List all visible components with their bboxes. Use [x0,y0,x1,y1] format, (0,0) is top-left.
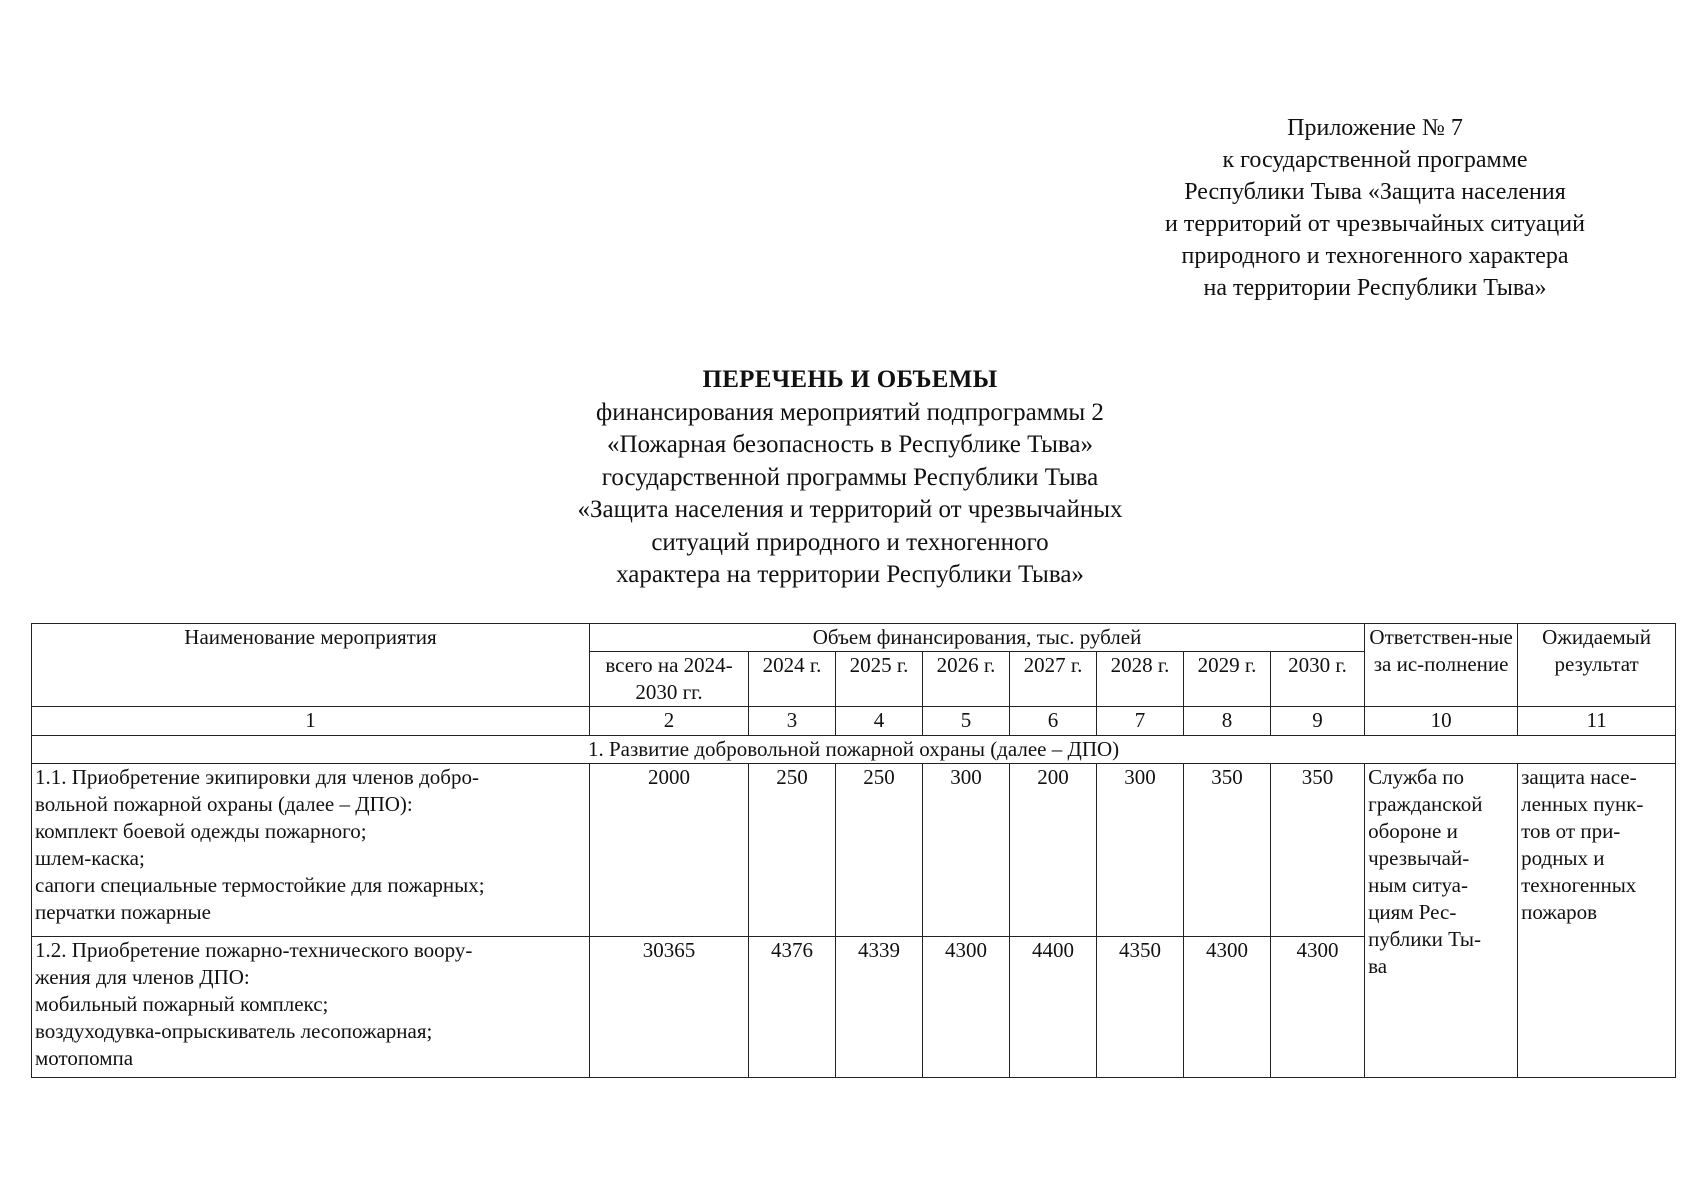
activity-name-line: жения для членов ДПО: [35,965,250,989]
responsible-line: циям Рес- [1368,900,1457,924]
year-value: 300 [1097,764,1184,937]
title-line: «Защита населения и территорий от чрезвычайных [577,496,1123,523]
header-year: 2024 г. [749,652,836,707]
activity-name-line: перчатки пожарные [35,900,211,924]
activity-name-line: 1.2. Приобретение пожарно-технического воору- [35,938,473,962]
result-line: ленных пунк- [1521,792,1644,816]
column-index: 8 [1184,707,1271,736]
header-row [32,624,1676,652]
year-value: 350 [1271,764,1365,937]
header-year: 2030 г. [1271,652,1365,707]
year-value: 4350 [1097,937,1184,1078]
activity-name-line: вольной пожарной охраны (далее – ДПО): [35,792,413,816]
title-line: финансирования мероприятий подпрограммы 2 [596,398,1104,426]
activity-name-line: комплект боевой одежды пожарного; [35,819,367,843]
activity-name-line: шлем-каска; [35,846,145,870]
header-year: 2025 г. [836,652,923,707]
column-index: 3 [749,707,836,736]
title-line: «Пожарная безопасность в Республике Тыва» [607,431,1093,458]
responsible-line: Служба по [1368,765,1465,789]
year-value: 4376 [749,937,836,1078]
activity-name-line: мотопомпа [35,1046,134,1070]
header-funding: Объем финансирования, тыс. рублей [590,624,1365,652]
activity-name-line: сапоги специальные термостойкие для пожарных; [35,873,485,897]
title-line: государственной программы Республики Тыва [601,463,1099,491]
year-value: 4300 [923,937,1010,1078]
appendix-line: и территорий от чрезвычайных ситуаций [1165,211,1585,237]
responsible-line: ным ситуа- [1368,873,1468,897]
activity-name [32,937,590,1078]
activity-name [32,764,590,937]
responsible-line: гражданской [1368,792,1483,816]
column-index: 9 [1271,707,1365,736]
activity-name-line: воздуходувка-опрыскиватель лесопожарная; [35,1019,433,1043]
section-title: 1. Развитие добровольной пожарной охраны (далее – ДПО) [32,736,1676,764]
header-year: 2026 г. [923,652,1010,707]
column-index: 2 [590,707,749,736]
year-value: 4300 [1271,937,1365,1078]
responsible-line: публики Ты- [1368,927,1482,951]
column-index: 6 [1010,707,1097,736]
result-line: тов от при- [1521,819,1621,843]
column-index: 1 [32,707,590,736]
column-index-row [32,707,1676,736]
title-heading: ПЕРЕЧЕНЬ И ОБЪЕМЫ [702,366,998,393]
column-index: 11 [1518,707,1676,736]
activity-name-line: мобильный пожарный комплекс; [35,992,329,1016]
title-line: ситуаций природного и техногенного [651,528,1049,556]
header-year: 2027 г. [1010,652,1097,707]
year-value: 4300 [1184,937,1271,1078]
header-result: Ожидаемый результат [1518,624,1676,707]
year-value: 4400 [1010,937,1097,1078]
funding-table [31,623,1676,1078]
result-line: пожаров [1521,900,1598,924]
section-row [32,736,1676,764]
total-value: 30365 [590,937,749,1078]
year-value: 200 [1010,764,1097,937]
result-line: техногенных [1521,873,1637,897]
appendix-line: природного и техногенного характера [1181,243,1569,269]
year-value: 250 [836,764,923,937]
column-index: 4 [836,707,923,736]
appendix-line: Приложение № 7 [1287,115,1463,141]
responsible-line: чрезвычай- [1368,846,1470,870]
table-row [32,764,1676,937]
year-value: 250 [749,764,836,937]
column-index: 10 [1365,707,1518,736]
header-total: всего на 2024-2030 гг. [590,652,749,707]
header-name: Наименование мероприятия [32,624,590,707]
activity-name-line: 1.1. Приобретение экипировки для членов добро- [35,765,479,789]
result-line: защита насе- [1521,765,1637,789]
appendix-line: на территории Республики Тыва» [1203,275,1547,301]
year-value: 350 [1184,764,1271,937]
responsible-cell [1365,764,1518,1078]
result-cell [1518,764,1676,1078]
result-line: родных и [1521,846,1605,870]
header-year: 2029 г. [1184,652,1271,707]
header-year: 2028 г. [1097,652,1184,707]
appendix-line: Республики Тыва «Защита населения [1184,179,1566,205]
responsible-line: ва [1368,954,1388,978]
total-value: 2000 [590,764,749,937]
appendix-line: к государственной программе [1222,147,1528,173]
document-title [400,364,1300,592]
column-index: 7 [1097,707,1184,736]
year-value: 4339 [836,937,923,1078]
title-line: характера на территории Республики Тыва» [616,561,1084,588]
responsible-line: обороне и [1368,819,1458,843]
appendix-block [1120,112,1630,304]
year-value: 300 [923,764,1010,937]
column-index: 5 [923,707,1010,736]
header-responsible: Ответствен-ные за ис-полнение [1365,624,1518,707]
